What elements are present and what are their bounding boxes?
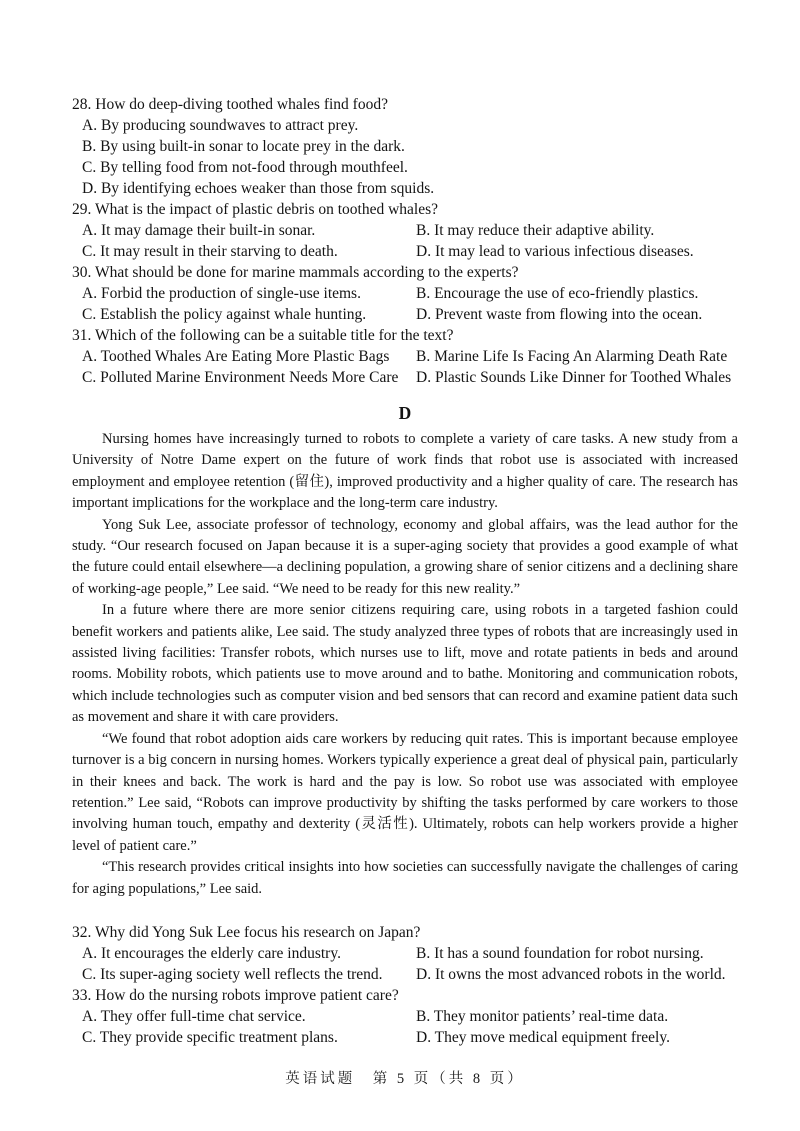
question-30: [72, 262, 738, 325]
option: D. It may lead to various infectious diseases.: [416, 243, 694, 260]
question-stem: 30. What should be done for marine mammals according to the experts?: [72, 264, 519, 281]
option: C. Establish the policy against whale hunting.: [82, 306, 367, 323]
reading-passage-d: [72, 403, 738, 900]
options-list: [72, 115, 738, 199]
option: B. It has a sound foundation for robot nursing.: [416, 944, 704, 962]
options-list: [72, 943, 738, 985]
option: D. It owns the most advanced robots in the world.: [416, 965, 726, 983]
options-list: [72, 220, 738, 262]
question-28: [72, 94, 738, 199]
question-stem: 28. How do deep-diving toothed whales find food?: [72, 96, 388, 113]
option: C. It may result in their starving to death.: [82, 243, 338, 260]
option: B. It may reduce their adaptive ability.: [416, 222, 655, 239]
question-32: [72, 922, 738, 985]
option: A. They offer full-time chat service.: [82, 1007, 306, 1025]
question-stem: 32. Why did Yong Suk Lee focus his research on Japan?: [72, 923, 421, 941]
option: C. Polluted Marine Environment Needs More Care: [82, 369, 399, 386]
question-stem: 33. How do the nursing robots improve patient care?: [72, 986, 399, 1004]
question-stem: 29. What is the impact of plastic debris on toothed whales?: [72, 201, 439, 218]
option: D. Prevent waste from flowing into the ocean.: [416, 306, 703, 323]
question-29: [72, 199, 738, 262]
question-33: [72, 985, 738, 1048]
option: C. Its super-aging society well reflects the trend.: [82, 965, 383, 983]
question-stem: 31. Which of the following can be a suitable title for the text?: [72, 327, 454, 344]
passage-paragraph: In a future where there are more senior citizens requiring care, using robots in a targeted fashion could benefit workers and patients alike, Lee said. The study analyzed three types of robots that are increasingly used in assisted living facilities: Transfer robots, which nurses use to lift, move and rotate patients in beds and around rooms. Mobility robots, which patients use to move around and to bathe. Monitoring and communication robots, which include technologies such as computer vision and bed sensors that can record and examine patient data such as movement and share it with care providers.: [72, 602, 738, 726]
option: B. By using built-in sonar to locate prey in the dark.: [82, 138, 405, 155]
options-list: [72, 1006, 738, 1048]
page-footer: 英语试题 第 5 页（共 8 页）: [285, 1070, 525, 1087]
option: C. By telling food from not-food through mouthfeel.: [82, 159, 408, 176]
options-list: [72, 346, 738, 388]
option: A. It encourages the elderly care industry.: [82, 944, 341, 962]
options-list: [72, 283, 738, 325]
question-31: [72, 325, 738, 388]
passage-paragraph: Nursing homes have increasingly turned to robots to complete a variety of care tasks. A new study from a University of Notre Dame expert on the future of work finds that robot use is associated with increased employment and employee retention (留住), improved productivity and a higher quality of care. The research has important implications for the workplace and the long-term care industry.: [72, 431, 738, 512]
option: B. They monitor patients’ real-time data.: [416, 1007, 669, 1025]
passage-paragraph: “We found that robot adoption aids care workers by reducing quit rates. This is important because employee turnover is a big concern in nursing homes. Workers typically experience a great deal of physical pain, particularly in their knees and back. The work is hard and the pay is low. So robot use was associated with employee retention.” Lee said, “Robots can improve productivity by shifting the tasks performed by care workers to those involving human touch, empathy and dexterity (灵活性). Ultimately, robots can help workers provide a higher level of patient care.”: [72, 730, 738, 854]
option: A. By producing soundwaves to attract prey.: [82, 117, 359, 134]
option: A. Toothed Whales Are Eating More Plastic Bags: [82, 348, 390, 365]
option: C. They provide specific treatment plans.: [82, 1028, 338, 1046]
passage-paragraph: “This research provides critical insights into how societies can successfully navigate the challenges of caring for aging populations,” Lee said.: [72, 859, 738, 897]
option: D. Plastic Sounds Like Dinner for Toothed Whales: [416, 369, 732, 386]
option: D. They move medical equipment freely.: [416, 1028, 670, 1046]
option: A. It may damage their built-in sonar.: [82, 222, 316, 239]
option: B. Encourage the use of eco-friendly plastics.: [416, 285, 699, 302]
passage-paragraph: Yong Suk Lee, associate professor of technology, economy and global affairs, was the lead author for the study. “Our research focused on Japan because it is a super-aging society that provides a good example of what the future could entail elsewhere—a declining population, a growing share of senior citizens and a declining share of working-age people,” Lee said. “We need to be ready for this new reality.”: [72, 516, 738, 597]
option: B. Marine Life Is Facing An Alarming Death Rate: [416, 348, 728, 365]
option: A. Forbid the production of single-use items.: [82, 285, 361, 302]
option: D. By identifying echoes weaker than those from squids.: [82, 180, 435, 197]
passage-body: [72, 429, 738, 900]
section-label: D: [398, 403, 412, 423]
